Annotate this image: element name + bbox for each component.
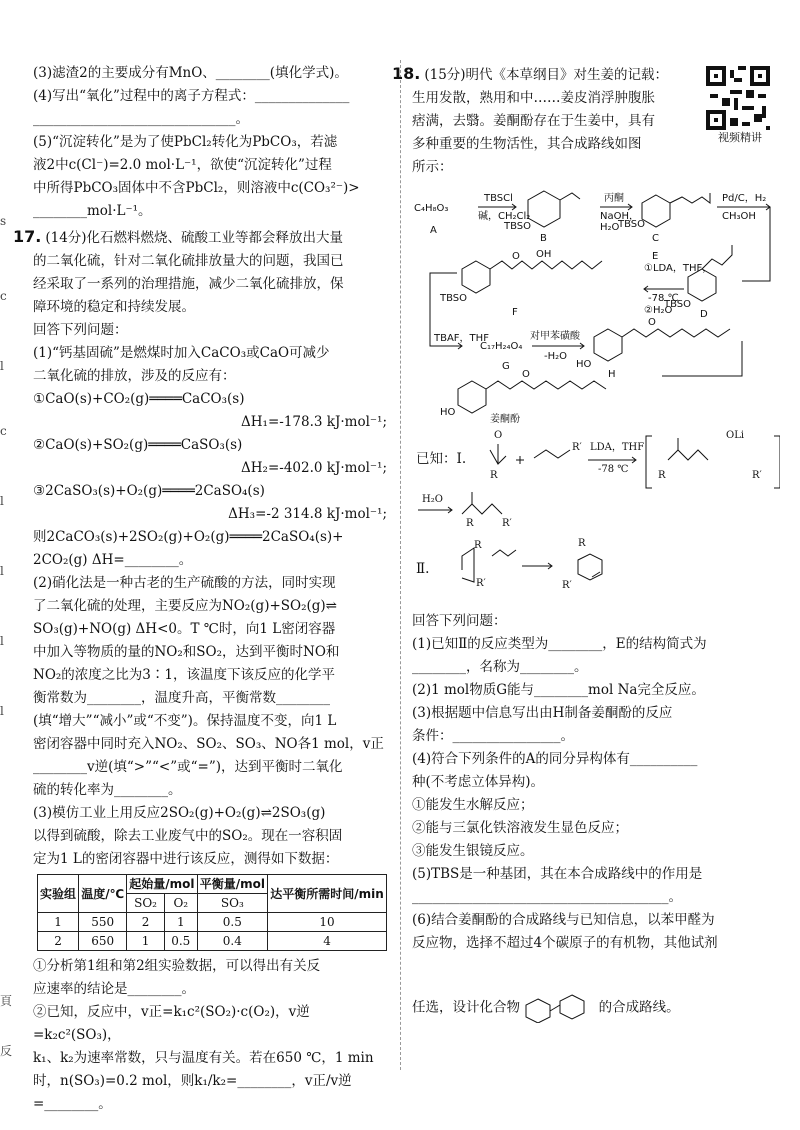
edge-char: c [0,289,7,303]
q18-intro [412,87,697,179]
known-r-1: R [490,470,498,481]
text-line: SO₃(g)+NO(g) ΔH<0。T ℃时，向1 L密闭容器 [33,621,336,637]
q18-number: 18. [392,64,421,83]
text-line: 条件：________________。 [412,728,574,744]
text-line: 所示： [412,159,453,175]
r3-bottom: CH₃OH [722,211,756,222]
data-table [37,874,387,951]
text-line: 时，n(SO₃)=0.2 mol，则k₁/k₂=________，v正/v逆=________。 [33,1073,352,1112]
q18-last-line: 任选，设计化合物 的合成路线。 [412,993,780,1023]
b-tbso: TBSO [504,221,532,232]
text-line: (3)滤渣2的主要成分有MnO、________(填化学式)。 [33,65,348,81]
qr-code-icon[interactable] [706,66,770,130]
ring-c [642,195,670,227]
edge-char: l [0,564,4,578]
text-line: 中加入等物质的量的NO₂和SO₂，达到平衡时NO和 [33,644,340,660]
label-b: B [540,233,547,244]
known-r-3: R [466,518,474,529]
ring-h [594,329,622,361]
text-line: 衡常数为________，温度升高，平衡常数________ [33,690,330,706]
label-d: D [700,309,708,320]
reaction-equation: ①CaO(s)+CO₂(g)════CaCO₃(s) [33,391,245,407]
a-formula: C₄H₈O₃ [414,203,449,214]
r2-bottom: NaOH，H₂O [600,211,639,233]
text-line: ________，名称为________。 [412,659,588,675]
text-line: (4)符合下列条件的A的同分异构体有__________ [412,751,698,767]
reaction-enthalpy: ΔH₂=-402.0 kJ·mol⁻¹; [241,460,387,476]
text-line: 中所得PbCO₃固体中不含PbCl₂，则溶液中c(CO₃²⁻)> [33,180,360,196]
text-line: 生用发散，熟用和中……姜皮消浮肿腹胀 [412,90,655,106]
g-formula: C₁₇H₂₄O₄ [480,341,523,352]
table-row [38,913,387,932]
edge-char: l [0,494,4,508]
table-cell: 4 [268,932,387,951]
text-line: 密闭容器中同时充入NO₂、SO₂、SO₃、NO各1 mol，v正 [33,736,384,752]
text-line: ③能发生银镜反应。 [412,843,534,859]
q16-tail [33,62,393,223]
q17-intro-first: 17. (14分)化石燃料燃烧、硫酸工业等都会释放出大量 [13,227,344,246]
edge-char: c [0,424,7,438]
label-f: F [512,307,518,318]
text-line: 的二氧化硫，针对二氧化硫排放量大的问题，我国已 [33,253,344,269]
text-line: ________mol·L⁻¹。 [33,203,152,219]
q17-tail [33,955,393,1116]
edge-char: l [0,634,4,648]
label-h: H [608,369,616,380]
known-r1-2: R′ [752,470,762,481]
text-line: 障环境的稳定和持续发展。 [33,299,195,315]
reaction-enthalpy: ΔH₃=-2 314.8 kJ·mol⁻¹; [228,506,387,522]
h-ho: HO [576,359,592,370]
known-r-2: R [658,470,666,481]
ring-cyclohexene [578,554,602,580]
known2-label: Ⅱ. [416,561,430,577]
q17-body [33,526,393,871]
ring-f [462,261,490,293]
table-cell: 0.5 [164,932,197,951]
text-line: ______________________________。 [33,111,249,127]
edge-char: 反 [0,1044,13,1058]
known-label: 已知：Ⅰ. [416,451,467,467]
label-product: 姜酮酚 [490,414,520,425]
text-line: 痞满，去翳。姜酮酚存在于生姜中，具有 [412,113,655,129]
text-line: (5)“沉淀转化”是为了使PbCl₂转化为PbCO₃，若滤 [33,134,338,150]
label-e: E [652,251,659,262]
edge-char: s [0,214,7,228]
table-cell: 2 [127,913,165,932]
known-o-1: O [494,430,503,441]
text-line: 回答下列问题： [412,613,507,629]
r1-bottom: 碱，CH₂Cl₂ [478,211,531,222]
p-o: O [522,369,530,380]
label-g: G [502,361,510,372]
table-cell: 650 [79,932,127,951]
q18-intro-first: 18. (15分)明代《本草纲目》对生姜的记载： [392,64,669,83]
known-cond-bot: -78 ℃ [598,464,629,475]
text-line: (1)“钙基固硫”是燃煤时加入CaCO₃或CaO可减少 [33,345,330,361]
right-column [392,62,780,1023]
qr-caption: 视频精讲 [718,131,762,144]
text-line: (5)TBS是一种基团，其在本合成路线中的作用是 [412,866,703,882]
text-line: 了二氧化硫的处理，主要反应为NO₂(g)+SO₂(g)⇌ [33,598,337,614]
known-r1-3: R′ [502,518,512,529]
table-cell: 1 [127,932,165,951]
r4-line3: ②H₂O [644,305,673,316]
th-eq: 平衡量/mol [197,875,267,894]
text-line: 定为1 L的密闭容器中进行该反应，测得如下数据： [33,851,339,867]
table-cell: 0.4 [197,932,267,951]
q18-questions [412,610,780,955]
known-cond-top: LDA，THF [590,442,645,453]
text-line: ①分析第1组和第2组实验数据，可以得出有关反 [33,958,321,974]
text-line: NO₂的浓度之比为3∶1，该温度下该反应的化学平 [33,667,335,683]
table-cell: 10 [268,913,387,932]
r4-line2: -78 ℃ [648,293,679,304]
th-group: 实验组 [38,875,79,913]
r6-bottom: -H₂O [544,351,568,362]
text-line: ________v逆(填“>”“<”或“=”)，达到平衡时二氧化 [33,759,343,775]
th-temp: 温度/℃ [79,875,127,913]
reaction-equation: ③2CaSO₃(s)+O₂(g)════2CaSO₄(s) [33,483,265,499]
text-line: ①能发生水解反应； [412,797,534,813]
edge-char: l [0,704,4,718]
text-line: 应速率的结论是________。 [33,981,195,997]
text-line: 种(不考虑立体异构)。 [412,774,545,790]
ring-b [528,191,560,227]
th-so2: SO₂ [127,894,165,913]
synthesis-scheme [412,181,780,426]
r6-top: 对甲苯磺酸 [530,331,580,342]
th-start: 起始量/mol [127,875,197,894]
left-column [13,62,393,1116]
p-ho: HO [440,407,456,418]
table-body [38,913,387,951]
text-line: 多种重要的生物活性，其合成路线如图 [412,136,642,152]
target-compound-drawing [524,993,594,1023]
q17-reactions [33,388,393,526]
text-line: 反应物，选择不超过4个碳原子的有机物，其他试剂 [412,935,718,951]
text-line: (6)结合姜酮酚的合成路线与已知信息，以苯甲醛为 [412,912,715,928]
table-row [38,932,387,951]
text-line: (3)根据题中信息写出由H制备姜酮酚的反应 [412,705,673,721]
text-line: (4)写出“氧化”过程中的离子方程式：______________ [33,88,350,104]
column-divider [400,60,402,1070]
d-tbso: TBSO [664,299,692,310]
known-h2o: H₂O [422,494,443,505]
text-line: (2)硝化法是一种古老的生产硫酸的方法，同时实现 [33,575,336,591]
edge-char: 頁 [0,994,13,1008]
f-o: O [512,251,520,262]
h-o: O [648,317,656,328]
known2-prod-r1: R′ [562,580,572,591]
r4-line1: ①LDA，THF， [644,263,713,274]
text-line: (填“增大”“减小”或“不变”)。保持温度不变，向1 L [33,713,337,729]
q17-number: 17. [13,227,42,246]
r2-top: 丙酮 [604,193,624,204]
known2-prod-r: R [578,538,586,549]
text-line: 回答下列问题： [33,322,128,338]
text-line: 液2中c(Cl⁻)=2.0 mol·L⁻¹，欲使“沉淀转化”过程 [33,157,332,173]
text-line: (1)已知Ⅱ的反应类型为________，E的结构简式为 [412,636,707,652]
table-cell: 1 [38,913,79,932]
c-tbso: TBSO [618,219,646,230]
reaction-enthalpy: ΔH₁=-178.3 kJ·mol⁻¹; [241,414,387,430]
known-r1-1: R′ [572,442,582,453]
text-line: 经采取了一系列的治理措施，减少二氧化硫排放，保 [33,276,344,292]
th-so3: SO₃ [197,894,267,913]
table-cell: 550 [79,913,127,932]
th-time: 达平衡所需时间/min [268,875,387,913]
text-line: k₁、k₂为速率常数，只与温度有关。若在650 ℃，1 min [33,1050,374,1066]
th-o2: O₂ [164,894,197,913]
label-c: C [652,233,659,244]
reaction-equation: ②CaO(s)+SO₂(g)════CaSO₃(s) [33,437,243,453]
text-line: 2CO₂(g) ΔH=________。 [33,552,193,568]
text-line: 则2CaCO₃(s)+2SO₂(g)+O₂(g)════2CaSO₄(s)+ [33,529,344,545]
known2-r: R [474,540,482,551]
text-line: ②已知，反应中，v正=k₁c²(SO₂)·c(O₂)，v逆=k₂c²(SO₃)， [33,1004,310,1043]
f-tbso: TBSO [440,293,468,304]
table-cell: 1 [164,913,197,932]
q17-intro [33,250,393,388]
text-line: 二氧化硫的排放，涉及的反应有： [33,368,236,384]
edge-char: l [0,359,4,373]
r1-top: TBSCl [484,193,513,204]
text-line: ______________________________________。 [412,889,682,905]
known-oli: OLi [726,430,745,441]
ring-product [458,381,486,413]
known2-r1: R′ [476,578,486,589]
r3-top: Pd/C，H₂ [722,193,767,204]
known-block [412,430,780,610]
table-cell: 2 [38,932,79,951]
table-cell: 0.5 [197,913,267,932]
r5: TBAF，THF [434,333,489,344]
text-line: (2)1 mol物质G能与________mol Na完全反应。 [412,682,705,698]
label-a: A [430,225,437,236]
f-oh: OH [536,249,552,260]
text-line: (3)模仿工业上用反应2SO₂(g)+O₂(g)⇌2SO₃(g) [33,805,326,821]
text-line: 以得到硫酸，除去工业废气中的SO₂。现在一容积固 [33,828,343,844]
text-line: 硫的转化率为________。 [33,782,182,798]
text-line: ②能与三氯化铁溶液发生显色反应； [412,820,628,836]
